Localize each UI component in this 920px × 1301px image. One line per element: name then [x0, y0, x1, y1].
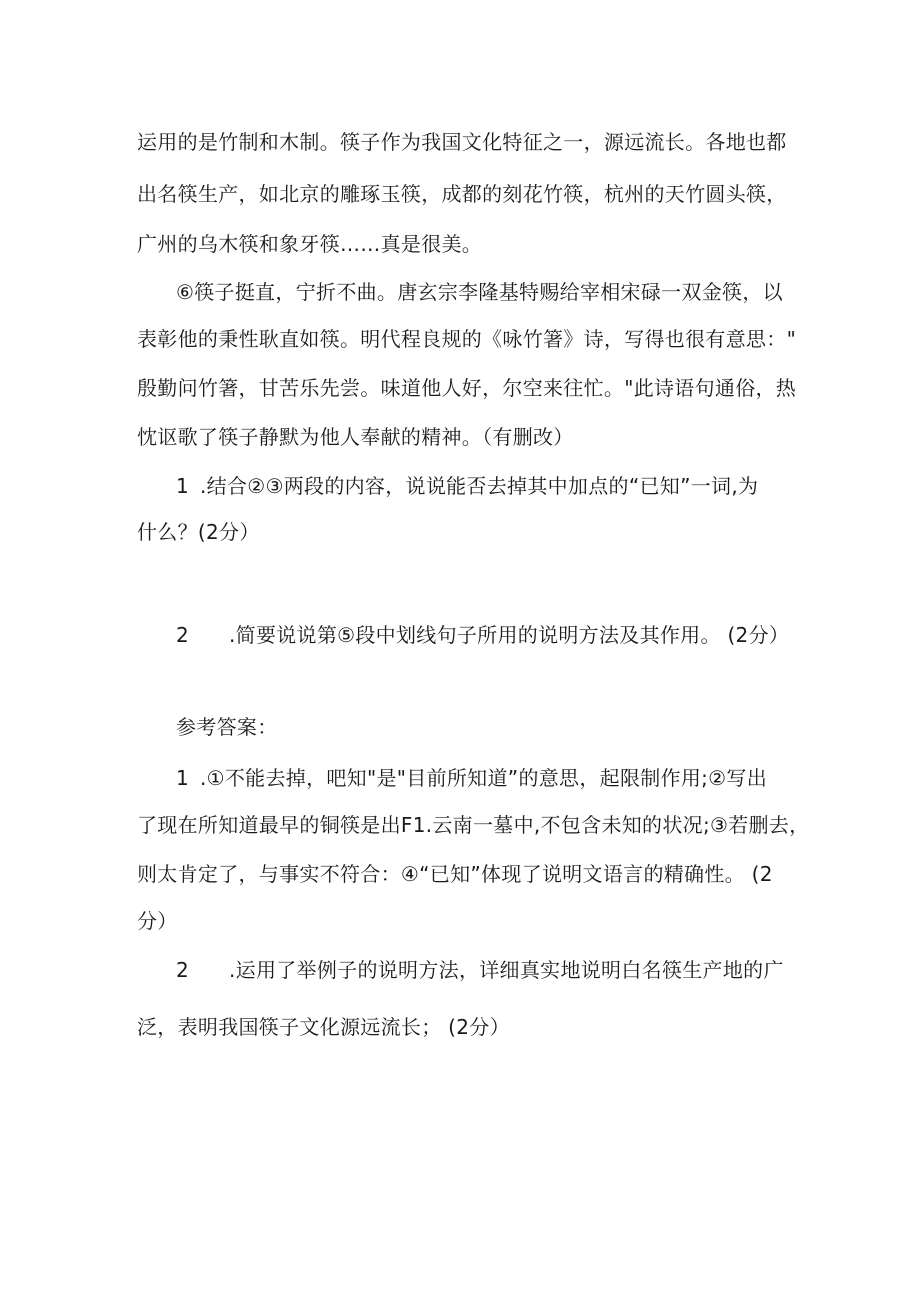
passage-p6-line-4: 忱讴歌了筷子静默为他人奉献的精神。（有删改） [137, 425, 574, 449]
question-2-line-1: .简要说说第⑤段中划线句子所用的说明方法及其作用。 (2分） [229, 623, 790, 647]
passage-p5-line-2: 出名筷生产，如北京的雕琢玉筷，成都的刻花竹筷，杭州的天竹圆头筷， [137, 182, 787, 206]
answer-1-number: 1 [176, 766, 189, 790]
answer-1-line-1: .①不能去掉，吧知"是"目前所知道”的意思，起限制作用;②写出 [200, 766, 768, 790]
answer-2-number: 2 [176, 958, 189, 982]
question-1-number: 1 [176, 474, 189, 498]
answer-2-line-2: 泛，表明我国筷子文化源远流长； (2分） [137, 1015, 510, 1039]
passage-p6-line-3: 殷勤问竹箸，甘苦乐先尝。味道他人好，尔空来往忙。"此诗语句通俗，热 [137, 376, 797, 400]
answer-2-line-1: .运用了举例子的说明方法，详细真实地说明白名筷生产地的广 [229, 958, 784, 982]
passage-p6-line-1: ⑥筷子挺直，宁折不曲。唐玄宗李隆基特赐给宰相宋碌一双金筷，以 [176, 280, 783, 304]
question-1-line-1: .结合②③两段的内容，说说能否去掉其中加点的“已知”一词,为 [200, 474, 759, 498]
answer-1-line-2: 了现在所知道最早的铜筷是出F1.云南一墓中,不包含未知的状况;③若删去， [137, 813, 810, 837]
passage-p5-line-1: 运用的是竹制和木制。筷子作为我国文化特征之一，源远流长。各地也都 [137, 130, 787, 154]
passage-p5-line-3: 广州的乌木筷和象牙筷……真是很美。 [137, 232, 483, 256]
question-2-number: 2 [176, 623, 189, 647]
answer-1-line-3: 则太肯定了，与事实不符合：④“已知”体现了说明文语言的精确性。 (2 [137, 862, 773, 886]
answer-1-line-4: 分） [137, 909, 178, 933]
passage-p6-line-2: 表彰他的秉性耿直如筷。明代程良规的《咏竹箸》诗，写得也很有意思：" [137, 327, 797, 351]
answers-heading: 参考答案： [176, 715, 278, 739]
question-1-line-2: 什么？(2分） [137, 520, 260, 544]
